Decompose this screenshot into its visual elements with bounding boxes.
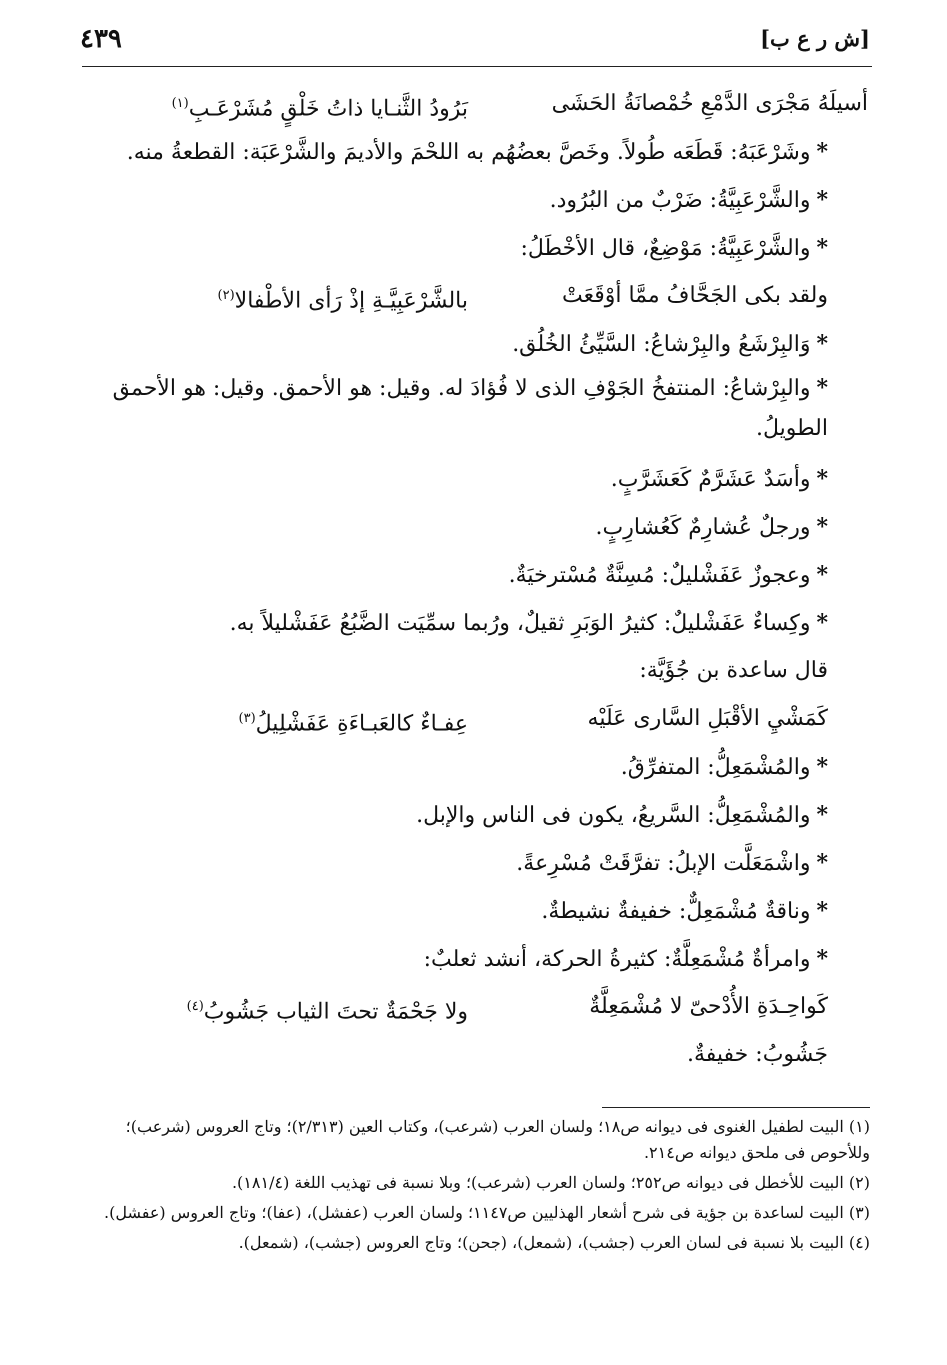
entry: *واشْمَعَلَّت الإبلُ: تفرَّقَتْ مُسْرِعةً.: [516, 850, 828, 876]
verse-hemistich: كَواحِـدَةِ الأُدْحىّ لا مُشْمَعِلَّةٌ: [589, 994, 828, 1019]
entry: جَشُوبُ: خفيفةٌ.: [687, 1042, 828, 1067]
verse-4: [108, 983, 868, 1031]
entry-marker: *: [816, 139, 828, 165]
entry-marker: *: [816, 466, 828, 492]
footnote: (١) البيت لطفيل الغنوى فى ديوانه ص١٨؛ ولسان العرب (شرعب)، وكتاب العين (٢/٣١٣)؛ وتاج العروس (شرعب)؛ وللأحوص فى ملحق ديوانه ص٢١٤.: [125, 1117, 870, 1162]
entry-marker: *: [816, 850, 828, 876]
verse-hemistich: بَرُودُ الثَّنـايا ذاتُ خَلْقٍ مُشَرْعَـبِ$^{(١)}$: [171, 96, 468, 122]
entry: *وكِساءٌ عَفَشْليلٌ: كثيرُ الوَبَرِ ثقيلٌ، ورُبما سمِّيَت الضَّبُعُ عَفَشْليلاً به.: [229, 610, 828, 636]
entry: *ورجلٌ عُشارِمٌ كَعُشارِبٍ.: [595, 514, 828, 540]
entry: *والبِرْشاعُ: المنتفخُ الجَوْفِ الذى لا فُؤادَ له. وقيل: هو الأحمق. وقيل: هو الأحمق الطويلُ.: [112, 375, 828, 441]
footnote: (٢) البيت للأخطل فى ديوانه ص٢٥٢؛ ولسان العرب (شرعب)؛ وبلا نسبة فى تهذيب اللغة (١٨١/٤).: [231, 1173, 870, 1192]
entry-marker: *: [816, 187, 828, 213]
entry: *وناقةٌ مُشْمَعِلٌّ: خفيفةٌ نشيطةٌ.: [541, 898, 828, 924]
verse-hemistich: بالشَّرْعَبِيَّـةِ إذْ رَأى الأطْفالا$^{(٢)}$: [217, 288, 468, 314]
footnote-rule: [602, 1107, 870, 1108]
entry-marker: *: [816, 331, 828, 357]
footnote-ref: (١): [171, 96, 189, 111]
entry-marker: *: [816, 375, 828, 401]
root-heading: [ش ر ع ب]: [760, 26, 870, 51]
entry: *والمُشْمَعِلُّ: المتفرِّقُ.: [620, 754, 828, 780]
footnote-ref: (٣): [238, 711, 256, 726]
entry: *وامرأةٌ مُشْمَعِلَّةٌ: كثيرةُ الحركة، أنشد ثعلبٌ:: [423, 946, 828, 972]
entry-marker: *: [816, 946, 828, 972]
entry-marker: *: [816, 514, 828, 540]
verse-hemistich: ولا جَحْمَةٌ تحتَ الثياب جَشُوبُ$^{(٤)}$: [186, 999, 468, 1025]
verse-3: [108, 695, 868, 743]
verse-hemistich: أسيلَهُ مَجْرَى الدَّمْعِ خُمْصانَةُ الحَشَى: [551, 91, 868, 116]
entry: *والشَّرْعَبِيَّةُ: ضَرْبٌ من البُرُود.: [549, 187, 828, 213]
verse-hemistich: كَمَشْيِ الأقْبَلِ السَّارى عَلَيْه: [587, 706, 828, 731]
footnotes: [100, 1114, 870, 1260]
entry: *وعجوزٌ عَفَشْليلٌ: مُسِنَّةٌ مُسْترخيَةٌ.: [508, 562, 828, 588]
entry-marker: *: [816, 898, 828, 924]
entry-marker: *: [816, 754, 828, 780]
entry: *وَالبِرْشَعُ والبِرْشاعُ: السَّيِّئُ الخُلُق.: [512, 331, 828, 357]
entry-marker: *: [816, 562, 828, 588]
entry: *وأسَدٌ عَشَرَّمٌ كَعَشَرَّبٍ.: [610, 466, 828, 492]
entry-marker: *: [816, 235, 828, 261]
verse-2: [108, 272, 868, 320]
entry: *والشَّرْعَبِيَّةُ: مَوْضِعٌ، قال الأخْطَلُ:: [520, 235, 828, 261]
entry: *وشَرْعَبَهُ: قَطَعَه طُولاً. وخَصَّ بعضُهُم به اللحْمَ والأديمَ والشَّرْعَبَة: القطعةُ منه.: [126, 139, 828, 165]
header-rule: [82, 66, 872, 67]
dictionary-body: [108, 80, 868, 1079]
verse-hemistich: ولقد بكى الجَحَّافُ ممَّا أوْقَعَتْ: [562, 283, 828, 308]
footnote-ref: (٤): [186, 999, 204, 1014]
footnote-ref: (٢): [217, 288, 235, 303]
footnote: (٤) البيت بلا نسبة فى لسان العرب (جشب)، (شمعل)، (جحن)؛ وتاج العروس (جشب)، (شمعل).: [238, 1233, 870, 1252]
entry-marker: *: [816, 610, 828, 636]
page-header: [80, 24, 870, 68]
page-number: ٤٣٩: [80, 24, 122, 54]
entry: قال ساعدة بن جُؤَيَّة:: [639, 658, 828, 683]
verse-1: [108, 80, 868, 128]
entry: *والمُشْمَعِلُّ: السَّريعُ، يكون فى الناس والإبل.: [416, 802, 828, 828]
verse-hemistich: عِفـاءٌ كالعَبـاءَةِ عَفَشْلِيلُ$^{(٣)}$: [238, 711, 468, 737]
footnote: (٣) البيت لساعدة بن جؤية فى شرح أشعار الهذليين ص١١٤٧؛ ولسان العرب (عفشل)، (عفا)؛ وتاج العروس (عفشل).: [104, 1203, 870, 1222]
entry-marker: *: [816, 802, 828, 828]
